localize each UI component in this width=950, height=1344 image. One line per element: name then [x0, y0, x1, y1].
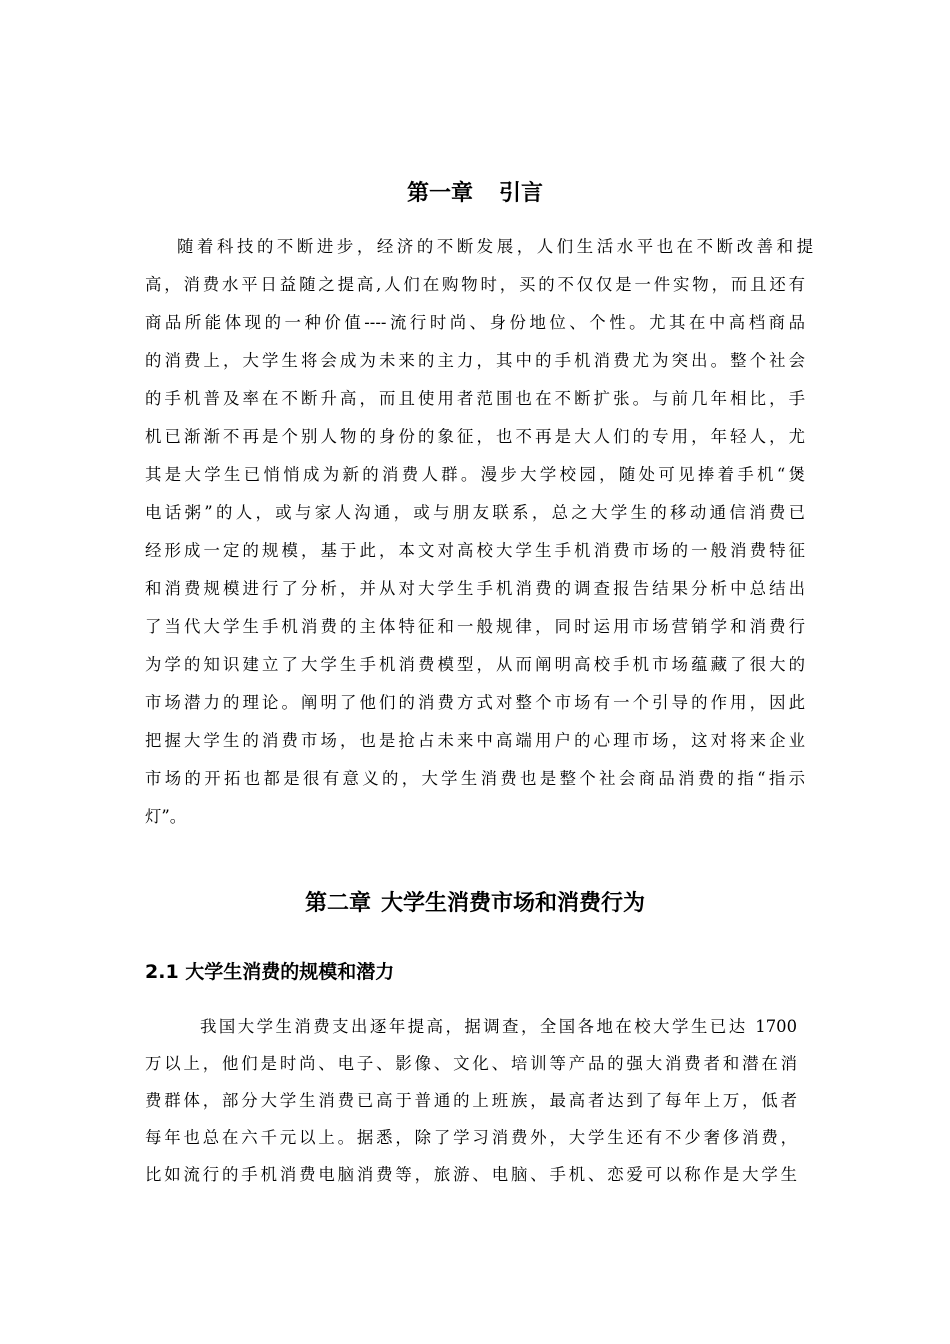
paragraph-line: 的手机普及率在不断升高，而且使用者范围也在不断扩张。与前几年相比，手 — [145, 389, 805, 408]
chapter-1-label: 第一章 — [406, 181, 473, 206]
section-2-1-title: 2.1 大学生消费的规模和潜力 — [145, 961, 395, 983]
paragraph-line: 高，消费水平日益随之提高,人们在购物时，买的不仅仅是一件实物，而且还有 — [145, 275, 805, 294]
paragraph-line: 市场潜力的理论。阐明了他们的消费方式对整个市场有一个引导的作用，因此 — [145, 693, 805, 712]
paragraph-line: 随着科技的不断进步，经济的不断发展，人们生活水平也在不断改善和提 — [177, 237, 813, 256]
paragraph-line: 的消费上，大学生将会成为未来的主力，其中的手机消费尤为突出。整个社会 — [145, 351, 805, 370]
paragraph-line: 费群体，部分大学生消费已高于普通的上班族，最高者达到了每年上万，低者 — [145, 1091, 797, 1110]
paragraph-line: 了当代大学生手机消费的主体特征和一般规律，同时运用市场营销学和消费行 — [145, 617, 805, 636]
chapter-2-name: 大学生消费市场和消费行为 — [381, 891, 646, 916]
paragraph-line: 电话粥”的人，或与家人沟通，或与朋友联系，总之大学生的移动通信消费已 — [145, 503, 805, 522]
paragraph-line: 灯”。 — [145, 807, 187, 826]
paragraph-line: 机已渐渐不再是个别人物的身份的象征，也不再是大人们的专用，年轻人，尤 — [145, 427, 805, 446]
chapter-1-title — [0, 179, 950, 209]
paragraph-line: 比如流行的手机消费电脑消费等，旅游、电脑、手机、恋爱可以称作是大学生 — [145, 1165, 797, 1184]
chapter-2-title — [0, 889, 950, 919]
paragraph-line: 商品所能体现的一种价值----流行时尚、身份地位、个性。尤其在中高档商品 — [145, 313, 805, 332]
paragraph-line: 经形成一定的规模，基于此，本文对高校大学生手机消费市场的一般消费特征 — [145, 541, 805, 560]
paragraph-line: 把握大学生的消费市场，也是抢占未来中高端用户的心理市场，这对将来企业 — [145, 731, 805, 750]
paragraph-line: 为学的知识建立了大学生手机消费模型，从而阐明高校手机市场蕴藏了很大的 — [145, 655, 805, 674]
paragraph-line: 我国大学生消费支出逐年提高，据调查，全国各地在校大学生已达 1700 — [200, 1017, 797, 1036]
chapter-1-name: 引言 — [499, 181, 544, 206]
paragraph-line: 其是大学生已悄悄成为新的消费人群。漫步大学校园，随处可见捧着手机“煲 — [145, 465, 805, 484]
paragraph-line: 万以上，他们是时尚、电子、影像、文化、培训等产品的强大消费者和潜在消 — [145, 1054, 797, 1073]
paragraph-line: 和消费规模进行了分析，并从对大学生手机消费的调查报告结果分析中总结出 — [145, 579, 805, 598]
paragraph-line: 每年也总在六千元以上。据悉，除了学习消费外，大学生还有不少奢侈消费， — [145, 1128, 797, 1147]
paragraph-line: 市场的开拓也都是很有意义的，大学生消费也是整个社会商品消费的指“指示 — [145, 769, 805, 788]
chapter-2-label: 第二章 — [304, 891, 371, 916]
